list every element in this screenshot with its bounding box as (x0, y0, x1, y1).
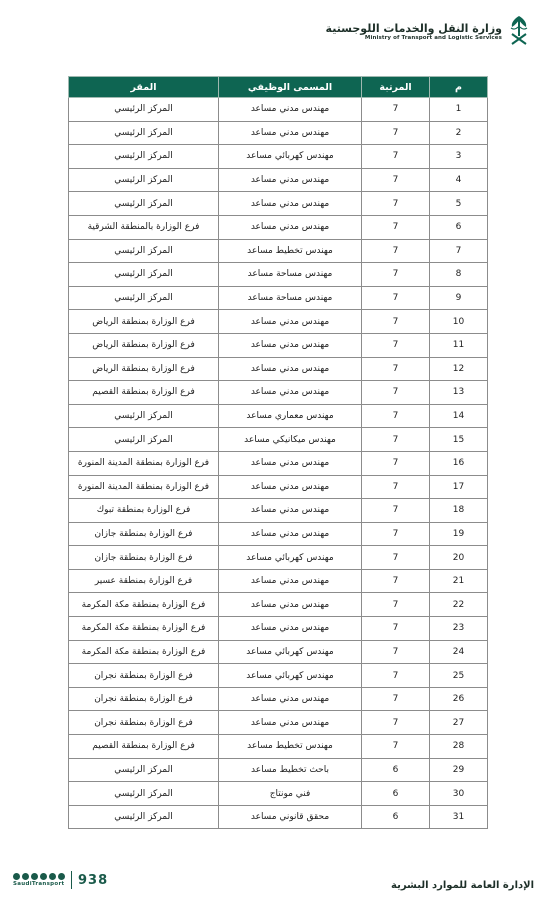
row-number: 15 (430, 428, 488, 452)
row-grade: 7 (362, 145, 430, 169)
row-grade: 7 (362, 687, 430, 711)
row-job-title: مهندس مدني مساعد (219, 310, 362, 334)
row-number: 27 (430, 711, 488, 735)
table-row (69, 640, 488, 664)
row-job-title: مهندس كهربائي مساعد (219, 145, 362, 169)
row-grade: 7 (362, 286, 430, 310)
row-location: فرع الوزارة بالمنطقة الشرقية (69, 215, 219, 239)
row-grade: 7 (362, 215, 430, 239)
col-header-title: المسمى الوظيفي (219, 77, 362, 98)
row-grade: 7 (362, 121, 430, 145)
ministry-header (326, 14, 530, 48)
row-job-title: مهندس مدني مساعد (219, 475, 362, 499)
table-row (69, 475, 488, 499)
footer-social (13, 871, 108, 889)
row-job-title: مهندس مدني مساعد (219, 121, 362, 145)
row-job-title: مهندس معماري مساعد (219, 404, 362, 428)
row-grade: 6 (362, 758, 430, 782)
jobs-table (68, 76, 488, 829)
row-location: فرع الوزارة بمنطقة الرياض (69, 310, 219, 334)
row-job-title: مهندس كهربائي مساعد (219, 546, 362, 570)
table-row (69, 782, 488, 806)
row-location: فرع الوزارة بمنطقة المدينة المنورة (69, 475, 219, 499)
row-location: فرع الوزارة بمنطقة مكة المكرمة (69, 617, 219, 641)
table-row (69, 593, 488, 617)
row-location: فرع الوزارة بمنطقة جازان (69, 546, 219, 570)
table-row (69, 805, 488, 829)
row-location: فرع الوزارة بمنطقة عسير (69, 569, 219, 593)
row-job-title: مهندس مدني مساعد (219, 711, 362, 735)
table-row (69, 711, 488, 735)
table-row (69, 546, 488, 570)
table-row (69, 145, 488, 169)
table-row (69, 617, 488, 641)
row-job-title: مهندس مدني مساعد (219, 569, 362, 593)
row-grade: 7 (362, 735, 430, 759)
table-row (69, 381, 488, 405)
row-grade: 7 (362, 98, 430, 122)
table-row (69, 664, 488, 688)
row-number: 2 (430, 121, 488, 145)
row-location: المركز الرئيسي (69, 98, 219, 122)
row-number: 8 (430, 263, 488, 287)
table-row (69, 758, 488, 782)
row-job-title: مهندس مدني مساعد (219, 451, 362, 475)
facebook-icon[interactable] (49, 873, 56, 880)
row-job-title: مهندس مدني مساعد (219, 357, 362, 381)
row-number: 21 (430, 569, 488, 593)
row-grade: 7 (362, 263, 430, 287)
table-row (69, 499, 488, 523)
row-job-title: مهندس مدني مساعد (219, 192, 362, 216)
table-row (69, 357, 488, 381)
row-location: فرع الوزارة بمنطقة نجران (69, 664, 219, 688)
row-grade: 7 (362, 168, 430, 192)
table-row (69, 98, 488, 122)
row-location: المركز الرئيسي (69, 168, 219, 192)
row-grade: 7 (362, 593, 430, 617)
row-job-title: مهندس مدني مساعد (219, 98, 362, 122)
table-header-row (69, 77, 488, 98)
table-row (69, 428, 488, 452)
linkedin-icon[interactable] (13, 873, 20, 880)
row-grade: 7 (362, 333, 430, 357)
table-row (69, 121, 488, 145)
row-job-title: مهندس مساحة مساعد (219, 286, 362, 310)
row-number: 16 (430, 451, 488, 475)
row-number: 13 (430, 381, 488, 405)
row-job-title: مهندس مدني مساعد (219, 593, 362, 617)
row-grade: 7 (362, 522, 430, 546)
table-row (69, 569, 488, 593)
row-number: 9 (430, 286, 488, 310)
row-number: 7 (430, 239, 488, 263)
ministry-name-english: Ministry of Transport and Logistic Services (364, 34, 502, 41)
row-job-title: مهندس تخطيط مساعد (219, 239, 362, 263)
instagram-icon[interactable] (40, 873, 47, 880)
row-grade: 7 (362, 546, 430, 570)
row-grade: 7 (362, 711, 430, 735)
row-location: المركز الرئيسي (69, 286, 219, 310)
row-location: فرع الوزارة بمنطقة الرياض (69, 333, 219, 357)
row-location: فرع الوزارة بمنطقة جازان (69, 522, 219, 546)
col-header-grade: المرتبة (362, 77, 430, 98)
row-job-title: مهندس مدني مساعد (219, 499, 362, 523)
row-location: فرع الوزارة بمنطقة القصيم (69, 735, 219, 759)
row-number: 14 (430, 404, 488, 428)
row-location: المركز الرئيسي (69, 192, 219, 216)
row-number: 4 (430, 168, 488, 192)
row-location: المركز الرئيسي (69, 263, 219, 287)
table-row (69, 333, 488, 357)
row-location: المركز الرئيسي (69, 121, 219, 145)
ministry-name-block (326, 22, 502, 41)
row-number: 17 (430, 475, 488, 499)
row-number: 11 (430, 333, 488, 357)
row-number: 1 (430, 98, 488, 122)
row-job-title: باحث تخطيط مساعد (219, 758, 362, 782)
row-number: 20 (430, 546, 488, 570)
row-job-title: مهندس كهربائي مساعد (219, 640, 362, 664)
table-row (69, 286, 488, 310)
row-location: المركز الرئيسي (69, 758, 219, 782)
row-location: فرع الوزارة بمنطقة القصيم (69, 381, 219, 405)
row-location: المركز الرئيسي (69, 782, 219, 806)
row-job-title: مهندس ميكانيكي مساعد (219, 428, 362, 452)
row-job-title: مهندس مدني مساعد (219, 522, 362, 546)
row-job-title: مهندس مدني مساعد (219, 381, 362, 405)
row-number: 10 (430, 310, 488, 334)
row-location: المركز الرئيسي (69, 404, 219, 428)
snapchat-icon[interactable] (22, 873, 29, 880)
row-grade: 7 (362, 499, 430, 523)
row-location: فرع الوزارة بمنطقة مكة المكرمة (69, 593, 219, 617)
row-job-title: مهندس مدني مساعد (219, 333, 362, 357)
row-number: 25 (430, 664, 488, 688)
row-grade: 7 (362, 357, 430, 381)
row-grade: 7 (362, 451, 430, 475)
row-location: فرع الوزارة بمنطقة تبوك (69, 499, 219, 523)
row-number: 22 (430, 593, 488, 617)
footer-divider (71, 871, 72, 889)
row-grade: 7 (362, 239, 430, 263)
row-location: المركز الرئيسي (69, 805, 219, 829)
table-row (69, 215, 488, 239)
row-location: فرع الوزارة بمنطقة الرياض (69, 357, 219, 381)
row-job-title: مهندس مدني مساعد (219, 687, 362, 711)
department-name: الإدارة العامة للموارد البشرية (391, 880, 534, 891)
social-handle: SaudiTransport (13, 881, 65, 887)
row-location: فرع الوزارة بمنطقة المدينة المنورة (69, 451, 219, 475)
row-location: فرع الوزارة بمنطقة نجران (69, 687, 219, 711)
row-number: 18 (430, 499, 488, 523)
row-job-title: مهندس مدني مساعد (219, 617, 362, 641)
page-number: 938 (78, 872, 109, 888)
row-grade: 7 (362, 428, 430, 452)
social-icons-row (13, 873, 65, 880)
row-grade: 7 (362, 617, 430, 641)
saudi-emblem-icon (508, 14, 530, 48)
row-number: 29 (430, 758, 488, 782)
table-row (69, 522, 488, 546)
row-number: 5 (430, 192, 488, 216)
row-job-title: مهندس تخطيط مساعد (219, 735, 362, 759)
row-job-title: محقق قانوني مساعد (219, 805, 362, 829)
row-grade: 7 (362, 192, 430, 216)
row-number: 23 (430, 617, 488, 641)
row-grade: 6 (362, 782, 430, 806)
table-row (69, 263, 488, 287)
table-row (69, 192, 488, 216)
row-number: 28 (430, 735, 488, 759)
table-body (69, 98, 488, 829)
row-grade: 7 (362, 310, 430, 334)
row-grade: 7 (362, 664, 430, 688)
row-number: 6 (430, 215, 488, 239)
youtube-icon[interactable] (31, 873, 38, 880)
table-row (69, 404, 488, 428)
row-number: 31 (430, 805, 488, 829)
row-location: فرع الوزارة بمنطقة نجران (69, 711, 219, 735)
row-grade: 7 (362, 640, 430, 664)
row-location: المركز الرئيسي (69, 145, 219, 169)
table-row (69, 310, 488, 334)
col-header-num: م (430, 77, 488, 98)
ministry-name-arabic: وزارة النقل والخدمات اللوجستية (325, 21, 502, 35)
table-row (69, 735, 488, 759)
row-location: المركز الرئيسي (69, 239, 219, 263)
table-row (69, 687, 488, 711)
table-row (69, 239, 488, 263)
row-grade: 7 (362, 475, 430, 499)
row-location: فرع الوزارة بمنطقة مكة المكرمة (69, 640, 219, 664)
row-grade: 6 (362, 805, 430, 829)
table-row (69, 168, 488, 192)
row-number: 24 (430, 640, 488, 664)
row-job-title: مهندس مدني مساعد (219, 215, 362, 239)
col-header-location: المقر (69, 77, 219, 98)
row-grade: 7 (362, 569, 430, 593)
row-number: 3 (430, 145, 488, 169)
row-number: 19 (430, 522, 488, 546)
row-grade: 7 (362, 404, 430, 428)
twitter-icon[interactable] (58, 873, 65, 880)
social-block (13, 873, 65, 887)
row-grade: 7 (362, 381, 430, 405)
row-job-title: مهندس كهربائي مساعد (219, 664, 362, 688)
row-job-title: فني مونتاج (219, 782, 362, 806)
row-number: 30 (430, 782, 488, 806)
row-number: 26 (430, 687, 488, 711)
row-location: المركز الرئيسي (69, 428, 219, 452)
row-job-title: مهندس مدني مساعد (219, 168, 362, 192)
row-job-title: مهندس مساحة مساعد (219, 263, 362, 287)
table-row (69, 451, 488, 475)
row-number: 12 (430, 357, 488, 381)
